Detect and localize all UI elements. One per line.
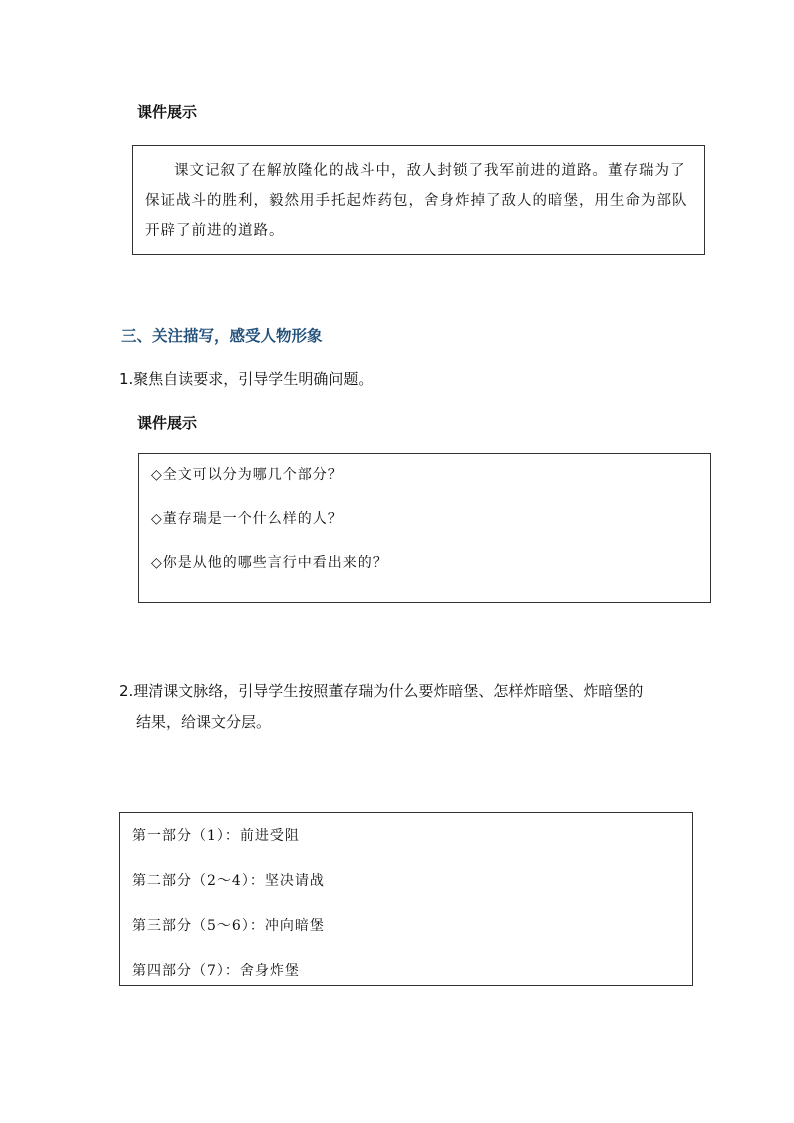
- summary-paragraph: 课文记叙了在解放隆化的战斗中，敌人封锁了我军前进的道路。董存瑞为了保证战斗的胜利，毅然用手托起炸药包，舍身炸掉了敌人的暗堡，用生命为部队开辟了前进的道路。: [145, 163, 688, 239]
- summary-box: [132, 145, 705, 255]
- questions-box: [138, 453, 711, 603]
- step-1-text: 1.聚焦自读要求，引导学生明确问题。: [119, 370, 374, 388]
- step-2-text-line-1: 2.理清课文脉络，引导学生按照董存瑞为什么要炸暗堡、怎样炸暗堡、炸暗堡的: [119, 682, 644, 700]
- courseware-label-2: 课件展示: [137, 414, 198, 432]
- part-item: 第四部分（7）：舍身炸堡: [132, 963, 300, 979]
- part-item: 第二部分（2～4）：坚决请战: [132, 873, 325, 889]
- section-heading: 三、关注描写，感受人物形象: [121, 327, 323, 345]
- part-item: 第三部分（5～6）：冲向暗堡: [132, 918, 325, 934]
- step-2-text-line-2: 结果，给课文分层。: [136, 713, 272, 731]
- question-item: ◇全文可以分为哪几个部分？: [151, 467, 343, 483]
- courseware-label-1: 课件展示: [137, 103, 198, 121]
- question-item: ◇董存瑞是一个什么样的人？: [151, 511, 343, 527]
- question-item: ◇你是从他的哪些言行中看出来的？: [151, 555, 388, 571]
- part-item: 第一部分（1）：前进受阻: [132, 828, 300, 844]
- parts-box: [119, 812, 693, 986]
